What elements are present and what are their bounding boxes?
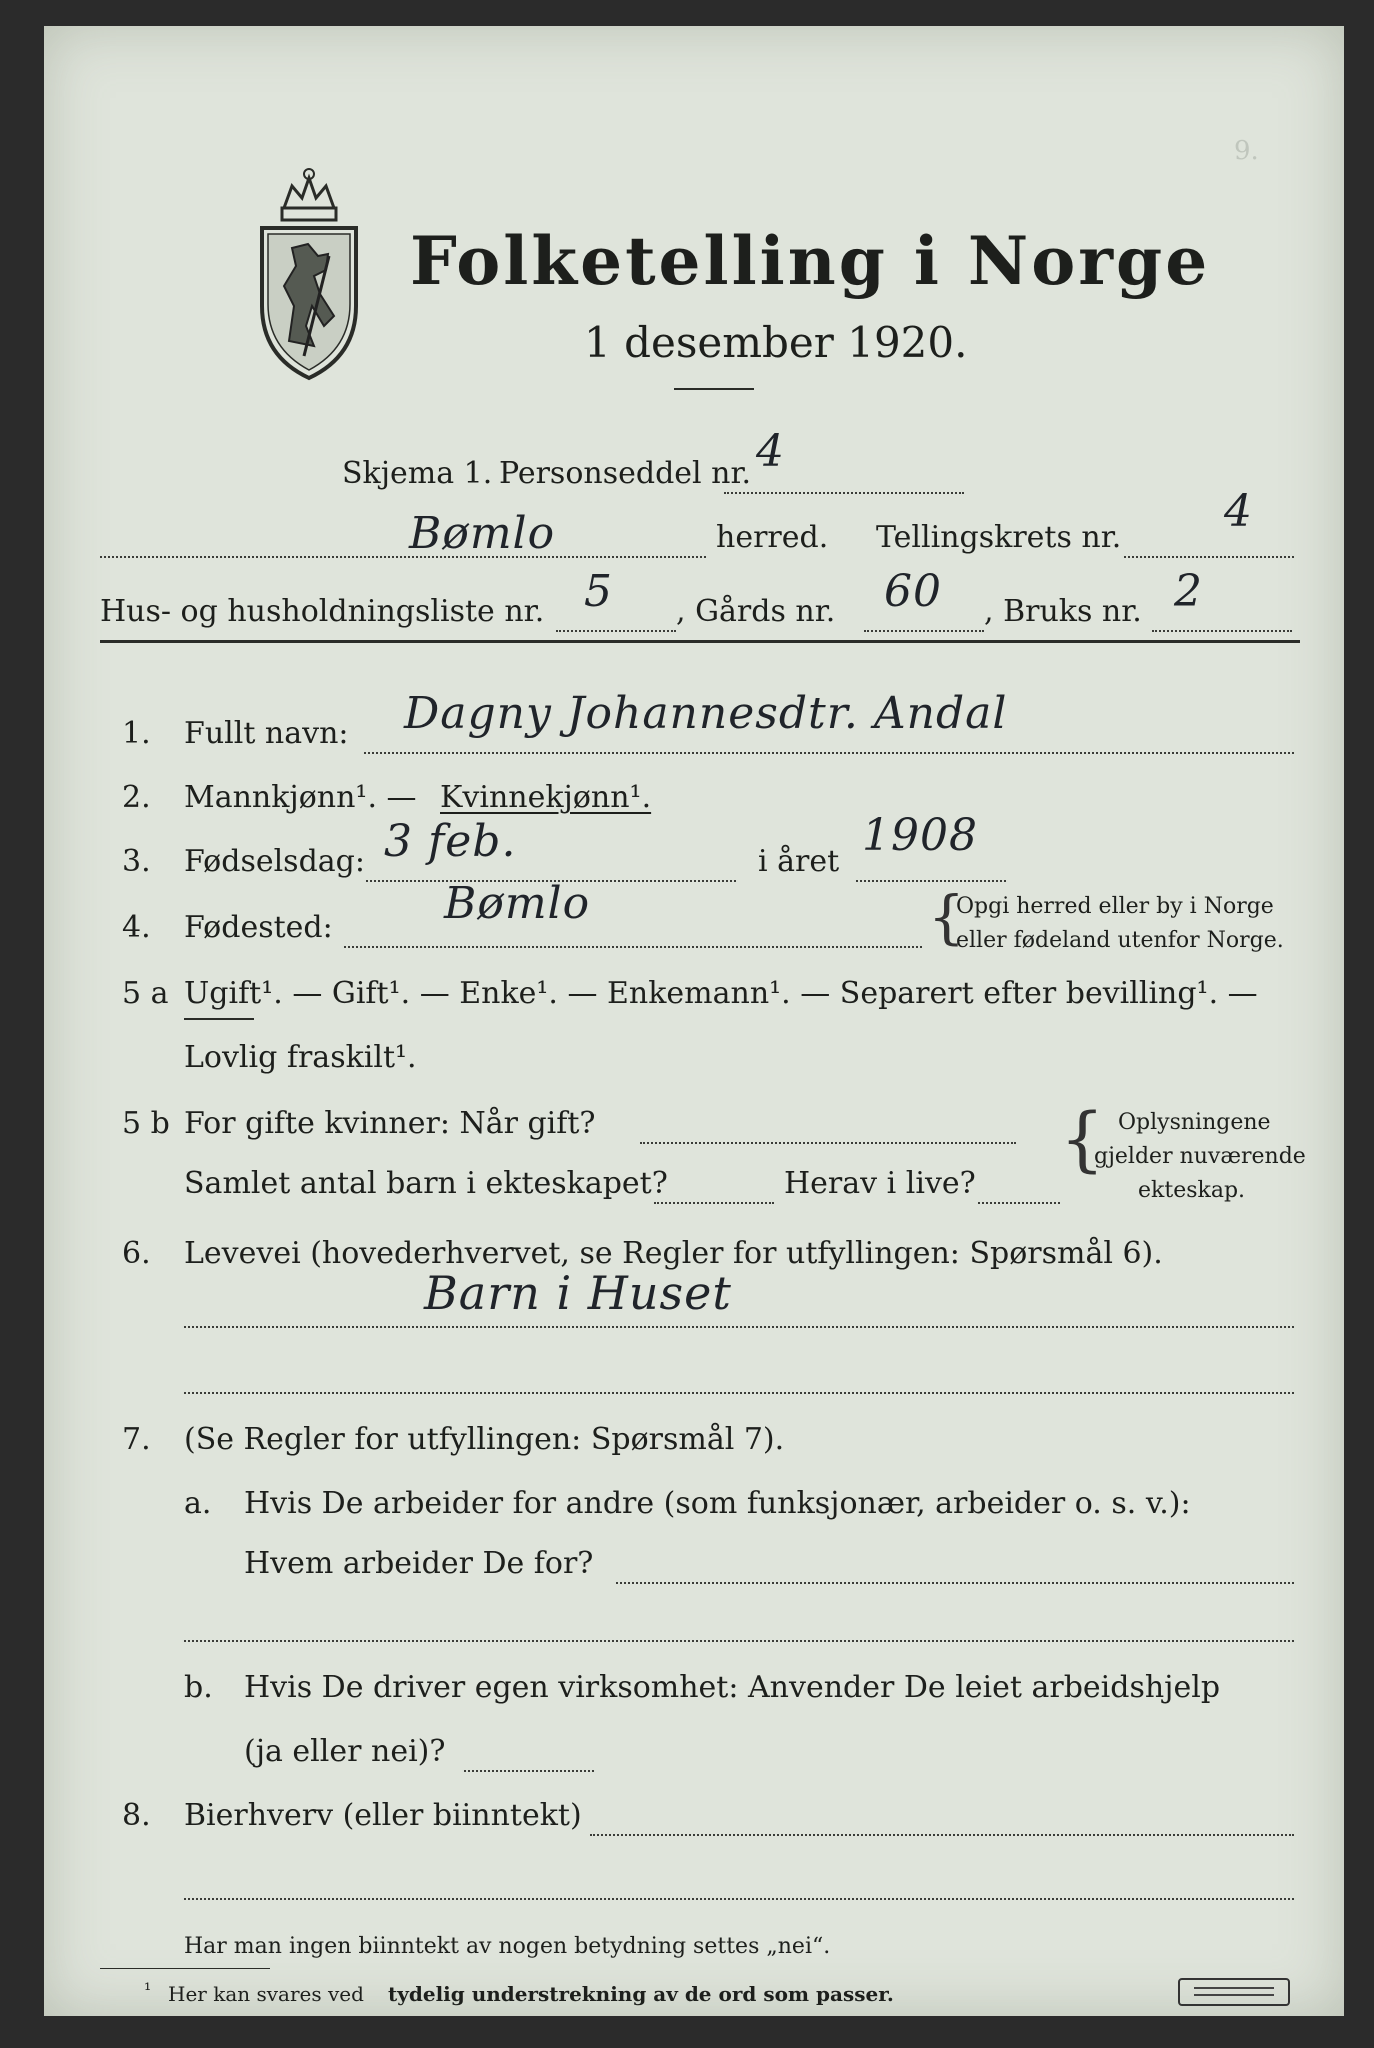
header-rule xyxy=(100,640,1300,643)
footnote-text-b: tydelig understrekning av de ord som passer. xyxy=(388,1982,894,2006)
bruks-label: , Bruks nr. xyxy=(984,594,1142,629)
q7-number: 7. xyxy=(122,1422,151,1457)
q4-line xyxy=(344,946,922,948)
census-form xyxy=(44,26,1344,2016)
q3-number: 3. xyxy=(122,844,151,879)
q3-label: Fødselsdag: xyxy=(184,844,365,879)
q7-label: (Se Regler for utfyllingen: Spørsmål 7). xyxy=(184,1422,785,1457)
q4-number: 4. xyxy=(122,910,151,945)
footer-note: Har man ingen biinntekt av nogen betydning settes „nei“. xyxy=(184,1934,831,1959)
hus-label: Hus- og husholdningsliste nr. xyxy=(100,594,545,629)
q7b-line xyxy=(464,1770,594,1772)
herred-value: Bømlo xyxy=(409,508,556,559)
q4-note-1: Opgi herred eller by i Norge xyxy=(956,894,1274,919)
q5b-children-label: Samlet antal barn i ekteskapet? xyxy=(184,1166,668,1201)
q2-option-female: Kvinnekjønn¹. xyxy=(440,780,652,815)
skjema-label: Skjema 1. xyxy=(342,456,493,491)
q6-label: Levevei (hovederhvervet, se Regler for utfyllingen: Spørsmål 6). xyxy=(184,1236,1163,1271)
q8-line xyxy=(590,1834,1294,1836)
q4-brace: { xyxy=(928,883,965,951)
q5b-number: 5 b xyxy=(122,1106,170,1141)
q5b-brace: { xyxy=(1060,1098,1105,1180)
q1-number: 1. xyxy=(122,716,151,751)
q7b-letter: b. xyxy=(184,1670,213,1705)
form-date: 1 desember 1920. xyxy=(584,318,968,367)
q1-line xyxy=(364,752,1294,754)
q1-value: Dagny Johannesdtr. Andal xyxy=(404,688,1008,739)
q2-number: 2. xyxy=(122,780,151,815)
q7b-line-2: (ja eller nei)? xyxy=(244,1734,446,1769)
title-rule xyxy=(674,388,754,390)
q7b-line-1: Hvis De driver egen virksomhet: Anvender De leiet arbeidshjelp xyxy=(244,1670,1221,1705)
q4-value: Bømlo xyxy=(444,878,591,929)
q5b-alive-label: Herav i live? xyxy=(784,1166,976,1201)
herred-label: herred. xyxy=(716,520,829,555)
q3-year-line xyxy=(856,880,1006,882)
q5a-number: 5 a xyxy=(122,976,169,1011)
q7a-line-1: Hvis De arbeider for andre (som funksjonær, arbeider o. s. v.): xyxy=(244,1486,1191,1521)
q7a-line xyxy=(616,1582,1294,1584)
q5b-line-1: For gifte kvinner: Når gift? xyxy=(184,1106,596,1141)
q2-option-male: Mannkjønn¹. — xyxy=(184,780,417,815)
q8-number: 8. xyxy=(122,1798,151,1833)
q3-year-label: i året xyxy=(758,844,840,879)
hus-value: 5 xyxy=(584,566,613,617)
form-title: Folketelling i Norge xyxy=(410,222,1211,300)
gards-line xyxy=(864,630,984,632)
printer-stamp-icon xyxy=(1178,1978,1290,2006)
footnote-rule xyxy=(100,1968,270,1969)
tellingskrets-line xyxy=(1124,556,1294,558)
q5b-married-line xyxy=(640,1142,1016,1144)
q5b-note-3: ekteskap. xyxy=(1138,1178,1246,1203)
personseddel-value: 4 xyxy=(756,426,785,477)
q3-year-value: 1908 xyxy=(862,810,978,861)
q5b-alive-line xyxy=(978,1202,1060,1204)
footnote-text-a: Her kan svares ved xyxy=(168,1982,364,2006)
q6-value: Barn i Huset xyxy=(424,1266,732,1320)
q5a-line-1: Ugift¹. — Gift¹. — Enke¹. — Enkemann¹. — Separert efter bevilling¹. — xyxy=(184,976,1258,1011)
gards-label: , Gårds nr. xyxy=(676,594,836,629)
q7a-line-2: Hvem arbeider De for? xyxy=(244,1546,594,1581)
q5a-ugift-underline xyxy=(184,1018,254,1020)
q6-line-2 xyxy=(184,1392,1294,1394)
q3-value: 3 feb. xyxy=(384,816,517,867)
q4-note-2: eller fødeland utenfor Norge. xyxy=(956,928,1284,953)
bruks-value: 2 xyxy=(1174,566,1203,617)
q5b-note-2: gjelder nuværende xyxy=(1094,1144,1306,1169)
coat-of-arms-icon xyxy=(244,166,374,386)
q8-line-extra xyxy=(184,1898,1294,1900)
tellingskrets-label: Tellingskrets nr. xyxy=(876,520,1122,555)
q4-label: Fødested: xyxy=(184,910,333,945)
personseddel-label: Personseddel nr. xyxy=(499,456,752,491)
q6-number: 6. xyxy=(122,1236,151,1271)
personseddel-line xyxy=(724,492,964,494)
gards-value: 60 xyxy=(884,566,942,617)
q7a-letter: a. xyxy=(184,1486,212,1521)
q5b-children-line xyxy=(654,1202,774,1204)
bleed-through: 9. xyxy=(1234,136,1259,166)
q5b-note-1: Oplysningene xyxy=(1118,1110,1271,1135)
footnote-number: ¹ xyxy=(144,1980,152,2001)
bruks-line xyxy=(1152,630,1292,632)
q1-label: Fullt navn: xyxy=(184,716,349,751)
q6-line-1 xyxy=(184,1326,1294,1328)
q8-label: Bierhverv (eller biinntekt) xyxy=(184,1798,582,1833)
q5a-line-2: Lovlig fraskilt¹. xyxy=(184,1040,417,1075)
tellingskrets-value: 4 xyxy=(1224,486,1253,537)
herred-line xyxy=(100,556,706,558)
q7a-line-extra xyxy=(184,1640,1294,1642)
hus-line xyxy=(556,630,676,632)
